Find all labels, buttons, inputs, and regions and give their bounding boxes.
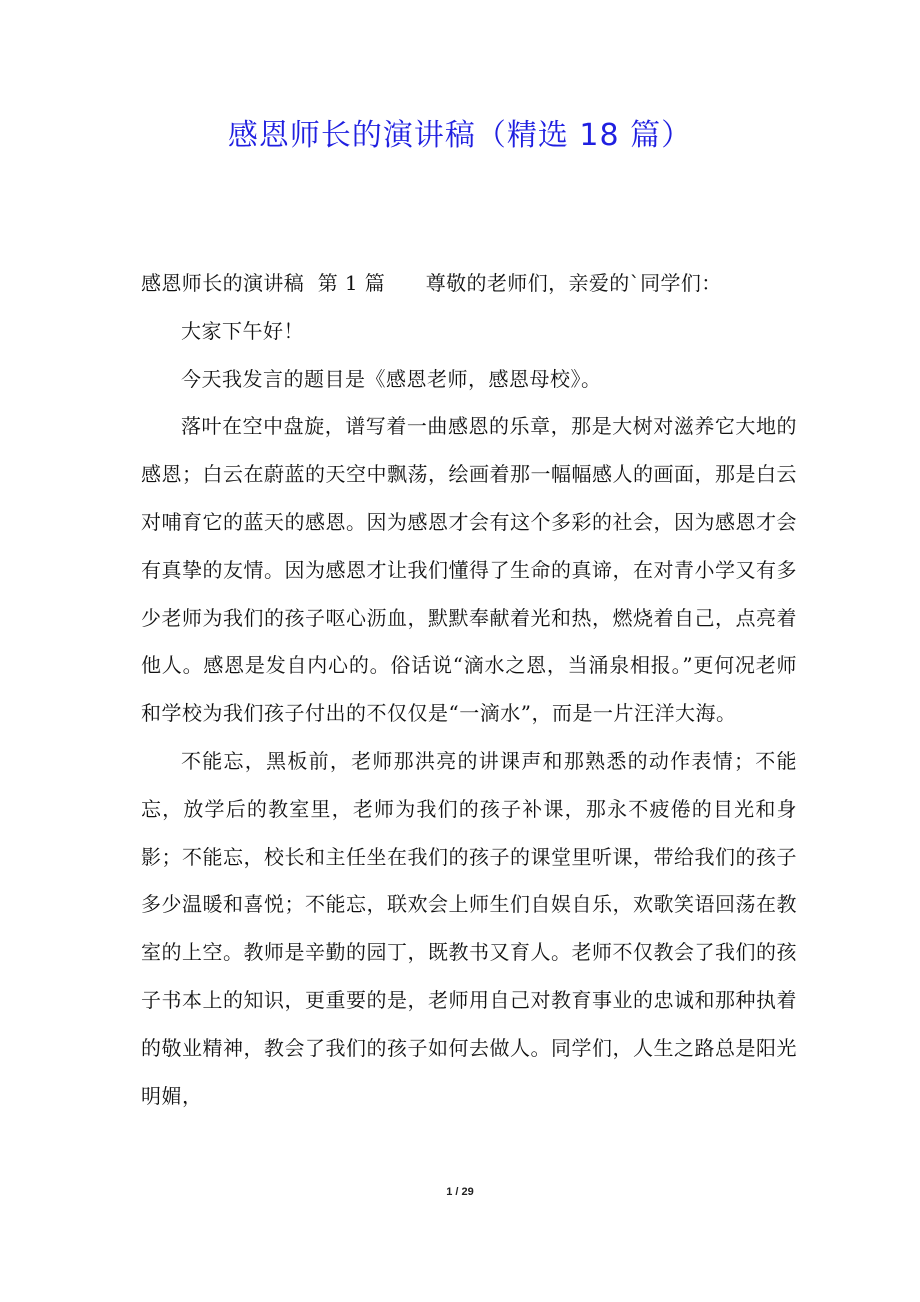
page-number: 1 / 29 — [446, 1186, 474, 1198]
paragraph: 不能忘，黑板前，老师那洪亮的讲课声和那熟悉的动作表情；不能忘，放学后的教室里，老师为我们的孩子补课，那永不疲倦的目光和身影；不能忘，校长和主任坐在我们的孩子的课堂里听课，带给我们的孩子多少温暖和喜悦；不能忘，联欢会上师生们自娱自乐，欢歌笑语回荡在教室的上空。教师是辛勤的园丁，既教书又育人。老师不仅教会了我们的孩子书本上的知识，更重要的是，老师用自己对教育事业的忠诚和那种执着的敬业精神，教会了我们的孩子如何去做人。同学们，人生之路总是阳光明媚， — [141, 748, 797, 1108]
paragraph: 大家下午好！ — [181, 318, 304, 343]
document-title: 感恩师长的演讲稿（精选 18 篇） — [227, 118, 693, 153]
intro-line: 感恩师长的演讲稿 第 1 篇 尊敬的老师们，亲爱的`同学们： — [141, 271, 722, 295]
paragraph: 落叶在空中盘旋，谱写着一曲感恩的乐章，那是大树对滋养它大地的感恩；白云在蔚蓝的天空中飘荡，绘画着那一幅幅感人的画面，那是白云对哺育它的蓝天的感恩。因为感恩才会有这个多彩的社会，因为感恩才会有真挚的友情。因为感恩才让我们懂得了生命的真谛，在对青小学又有多少老师为我们的孩子呕心沥血，默默奉献着光和热，燃烧着自己，点亮着他人。感恩是发自内心的。俗话说“滴水之恩，当涌泉相报。”更何况老师和学校为我们孩子付出的不仅仅是“一滴水”，而是一片汪洋大海。 — [141, 414, 797, 726]
paragraph: 今天我发言的题目是《感恩老师，感恩母校》。 — [181, 366, 602, 391]
document-body — [141, 260, 797, 1120]
